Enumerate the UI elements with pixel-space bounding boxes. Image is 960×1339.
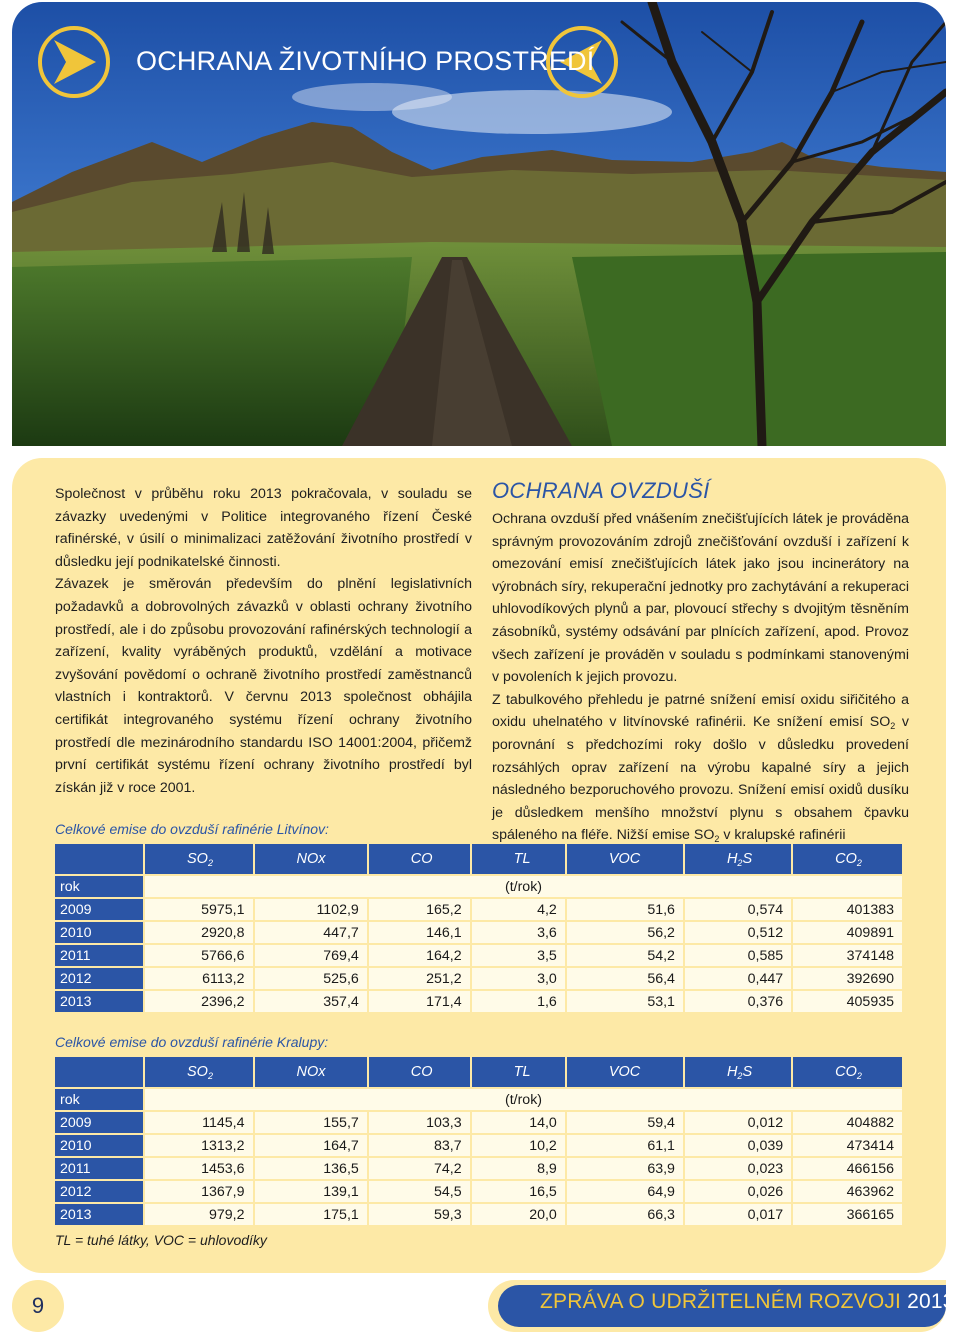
- emissions-table-kralupy: [53, 1057, 904, 1227]
- page-title: OCHRANA ŽIVOTNÍHO PROSTŘEDÍ: [136, 46, 595, 76]
- column-header: TL: [472, 1057, 565, 1089]
- value-cell: 3,0: [472, 968, 565, 991]
- air-column: [492, 477, 909, 847]
- value-cell: 405935: [793, 991, 902, 1014]
- value-cell: 64,9: [567, 1181, 683, 1204]
- table-footnote: TL = tuhé látky, VOC = uhlovodíky: [55, 1232, 267, 1248]
- value-cell: 139,1: [255, 1181, 367, 1204]
- arrow-right-icon: [38, 26, 110, 98]
- value-cell: 2396,2: [145, 991, 253, 1014]
- year-cell: 2011: [55, 945, 143, 968]
- value-cell: 3,6: [472, 922, 565, 945]
- value-cell: 175,1: [255, 1204, 367, 1227]
- value-cell: 1367,9: [145, 1181, 253, 1204]
- column-header: VOC: [567, 1057, 683, 1089]
- page-number: 9: [12, 1280, 64, 1332]
- value-cell: 0,447: [685, 968, 791, 991]
- emissions-table-litvinov: [53, 844, 904, 1014]
- column-header: $CO_2$: [793, 1057, 902, 1089]
- value-cell: 8,9: [472, 1158, 565, 1181]
- table-row: [55, 1181, 902, 1204]
- table-row: [55, 1204, 902, 1227]
- value-cell: 5766,6: [145, 945, 253, 968]
- unit-label: (t/rok): [145, 876, 902, 899]
- unit-row: [55, 1089, 902, 1112]
- value-cell: 6113,2: [145, 968, 253, 991]
- value-cell: 4,2: [472, 899, 565, 922]
- value-cell: 20,0: [472, 1204, 565, 1227]
- value-cell: 83,7: [369, 1135, 470, 1158]
- rok-label: rok: [55, 1089, 143, 1112]
- value-cell: 0,376: [685, 991, 791, 1014]
- value-cell: 251,2: [369, 968, 470, 991]
- value-cell: 59,4: [567, 1112, 683, 1135]
- column-header: CO: [369, 844, 470, 876]
- value-cell: 401383: [793, 899, 902, 922]
- table-row: [55, 1158, 902, 1181]
- column-header: $CO_2$: [793, 844, 902, 876]
- column-header: $H_2S$: [685, 1057, 791, 1089]
- value-cell: 16,5: [472, 1181, 565, 1204]
- value-cell: 51,6: [567, 899, 683, 922]
- value-cell: 171,4: [369, 991, 470, 1014]
- value-cell: 447,7: [255, 922, 367, 945]
- year-cell: 2012: [55, 968, 143, 991]
- column-header: VOC: [567, 844, 683, 876]
- table-row: [55, 991, 902, 1014]
- value-cell: 0,026: [685, 1181, 791, 1204]
- column-header: $SO_2$: [145, 844, 253, 876]
- value-cell: 374148: [793, 945, 902, 968]
- value-cell: 155,7: [255, 1112, 367, 1135]
- value-cell: 0,039: [685, 1135, 791, 1158]
- year-cell: 2010: [55, 922, 143, 945]
- report-title: ZPRÁVA O UDRŽITELNÉM ROZVOJI 2013: [540, 1290, 955, 1313]
- year-cell: 2013: [55, 1204, 143, 1227]
- air-paragraph-2: Z tabulkového přehledu je patrné snížení emisí oxidu siřičitého a oxidu uhelnatého v litvínovské rafinérii. Ke snížení emisí $SO_2$ v porovnání s předchozími roky došlo v důsledku provedení rozsáhlých oprav zařízení na výrobu kapalné síry a jejich následného bezporuchového provozu. Snížení emisí oxidů dusíku je důsledkem menšího množství plynu s obsahem čpavku spáleného na fléře. Nižší emise $SO_2$ v kralupské rafinérii: [492, 691, 909, 845]
- value-cell: 357,4: [255, 991, 367, 1014]
- value-cell: 146,1: [369, 922, 470, 945]
- value-cell: 525,6: [255, 968, 367, 991]
- value-cell: 61,1: [567, 1135, 683, 1158]
- value-cell: 136,5: [255, 1158, 367, 1181]
- value-cell: 53,1: [567, 991, 683, 1014]
- year-cell: 2011: [55, 1158, 143, 1181]
- value-cell: 1102,9: [255, 899, 367, 922]
- value-cell: 366165: [793, 1204, 902, 1227]
- value-cell: 1145,4: [145, 1112, 253, 1135]
- table-header-row: [55, 844, 902, 876]
- hero-photo: [12, 2, 946, 446]
- value-cell: 463962: [793, 1181, 902, 1204]
- table-caption-kralupy: Celkové emise do ovzduší rafinérie Kralupy:: [55, 1034, 329, 1050]
- header-corner: [55, 1057, 143, 1089]
- value-cell: 66,3: [567, 1204, 683, 1227]
- value-cell: 404882: [793, 1112, 902, 1135]
- intro-column: [55, 483, 472, 799]
- table-row: [55, 945, 902, 968]
- value-cell: 54,2: [567, 945, 683, 968]
- value-cell: 0,012: [685, 1112, 791, 1135]
- header-corner: [55, 844, 143, 876]
- table-row: [55, 1112, 902, 1135]
- table-row: [55, 922, 902, 945]
- year-cell: 2012: [55, 1181, 143, 1204]
- column-header: CO: [369, 1057, 470, 1089]
- intro-paragraph-1: Společnost v průběhu roku 2013 pokračovala, v souladu se závazky uvedenými v Politice integrovaného řízení České rafinérské, v úsilí o minimalizaci zatěžování životního prostředí v důsledku její podnikatelské činnosti.: [55, 486, 472, 570]
- value-cell: 1313,2: [145, 1135, 253, 1158]
- table-row: [55, 968, 902, 991]
- year-cell: 2009: [55, 1112, 143, 1135]
- value-cell: 54,5: [369, 1181, 470, 1204]
- value-cell: 59,3: [369, 1204, 470, 1227]
- value-cell: 3,5: [472, 945, 565, 968]
- value-cell: 63,9: [567, 1158, 683, 1181]
- table-row: [55, 899, 902, 922]
- value-cell: 14,0: [472, 1112, 565, 1135]
- value-cell: 466156: [793, 1158, 902, 1181]
- rok-label: rok: [55, 876, 143, 899]
- value-cell: 473414: [793, 1135, 902, 1158]
- value-cell: 1,6: [472, 991, 565, 1014]
- value-cell: 10,2: [472, 1135, 565, 1158]
- value-cell: 0,023: [685, 1158, 791, 1181]
- table-caption-litvinov: Celkové emise do ovzduší rafinérie Litvínov:: [55, 821, 329, 837]
- value-cell: 0,017: [685, 1204, 791, 1227]
- year-cell: 2009: [55, 899, 143, 922]
- value-cell: 103,3: [369, 1112, 470, 1135]
- column-header: NOx: [255, 1057, 367, 1089]
- table-row: [55, 1135, 902, 1158]
- value-cell: 2920,8: [145, 922, 253, 945]
- value-cell: 1453,6: [145, 1158, 253, 1181]
- value-cell: 769,4: [255, 945, 367, 968]
- section-heading: OCHRANA OVZDUŠÍ: [492, 478, 710, 503]
- value-cell: 5975,1: [145, 899, 253, 922]
- column-header: $H_2S$: [685, 844, 791, 876]
- value-cell: 979,2: [145, 1204, 253, 1227]
- value-cell: 164,7: [255, 1135, 367, 1158]
- value-cell: 56,2: [567, 922, 683, 945]
- air-paragraph-1: Ochrana ovzduší před vnášením znečišťujících látek je prováděna správným provozováním zdrojů znečišťování ovzduší i zařízení k omezování emisí znečišťujících látek jako jsou incinerátory na výrobnách síry, rekuperační jednotky pro zachytávání a rekuperaci uhlovodíkových plynů a par, plovoucí střechy s dvojitým těsněním zásobníků, systémy odsávání par plnících zařízení, apod. Provoz všech zařízení je prováděn v souladu s podmínkami stanovenými v povoleních k jejich provozu.: [492, 511, 909, 686]
- value-cell: 0,512: [685, 922, 791, 945]
- value-cell: 0,585: [685, 945, 791, 968]
- value-cell: 392690: [793, 968, 902, 991]
- year-cell: 2010: [55, 1135, 143, 1158]
- column-header: NOx: [255, 844, 367, 876]
- value-cell: 409891: [793, 922, 902, 945]
- value-cell: 164,2: [369, 945, 470, 968]
- unit-label: (t/rok): [145, 1089, 902, 1112]
- value-cell: 0,574: [685, 899, 791, 922]
- column-header: TL: [472, 844, 565, 876]
- unit-row: [55, 876, 902, 899]
- column-header: $SO_2$: [145, 1057, 253, 1089]
- intro-paragraph-2: Závazek je směrován především do plnění legislativních požadavků a dobrovolných závazků v oblasti ochrany životního prostředí, ale i do způsobu provozování rafinérských technologií a zařízení, kvality vyráběných produktů, vzdělání a motivace zvyšování povědomí o ochraně životního prostředí zaměstnanců vlastních i kontraktorů. V červnu 2013 společnost obhájila certifikát integrovaného systému řízení ochrany životního prostředí dle mezinárodního standardu ISO 14001:2004, přičemž první certifikát systému řízení ochrany životního prostředí byl získán již v roce 2001.: [55, 576, 472, 796]
- year-cell: 2013: [55, 991, 143, 1014]
- value-cell: 165,2: [369, 899, 470, 922]
- value-cell: 56,4: [567, 968, 683, 991]
- value-cell: 74,2: [369, 1158, 470, 1181]
- table-header-row: [55, 1057, 902, 1089]
